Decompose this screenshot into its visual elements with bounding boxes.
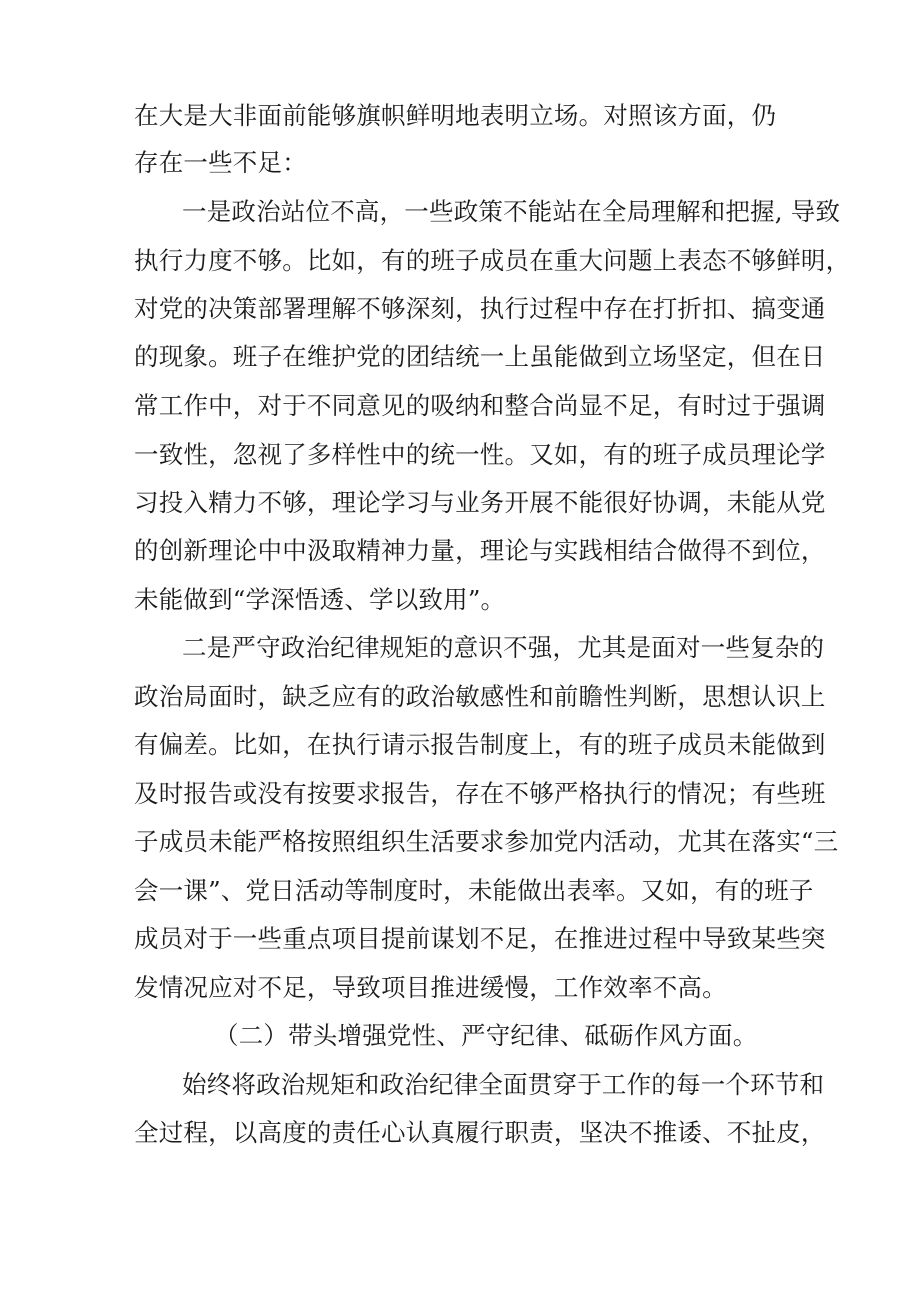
text-line: 全过程，以高度的责任心认真履行职责，坚决不推诿、不扯皮， (134, 1118, 826, 1147)
text-line: 有偏差。比如，在执行请示报告制度上，有的班子成员未能做到 (134, 730, 826, 759)
section-heading: （二）带头增强党性、严守纪律、砥砺作风方面。 (214, 1021, 758, 1050)
text-line: 发情况应对不足，导致项目推进缓慢，工作效率不高。 (134, 973, 727, 1002)
text-line: 在大是大非面前能够旗帜鲜明地表明立场。对照该方面，仍 (134, 101, 777, 130)
text-line: 对党的决策部署理解不够深刻，执行过程中存在打折扣、搞变通 (134, 294, 826, 323)
text-line: 一致性，忽视了多样性中的统一性。又如，有的班子成员理论学 (134, 440, 826, 469)
text-line: 及时报告或没有按要求报告，存在不够严格执行的情况；有些班 (134, 779, 826, 808)
text-line: 子成员未能严格按照组织生活要求参加党内活动，尤其在落实“三 (134, 827, 839, 856)
text-line: 习投入精力不够，理论学习与业务开展不能很好协调，未能从党 (134, 488, 826, 517)
text-line: 会一课”、党日活动等制度时，未能做出表率。又如，有的班子 (134, 876, 814, 905)
text-line: 政治局面时，缺乏应有的政治敏感性和前瞻性判断，思想认识上 (134, 682, 826, 711)
text-line: 成员对于一些重点项目提前谋划不足，在推进过程中导致某些突 (134, 924, 826, 953)
text-line: 执行力度不够。比如，有的班子成员在重大问题上表态不够鲜明， (134, 246, 851, 275)
text-line: 未能做到“学深悟透、学以致用”。 (134, 585, 506, 614)
text-line: 常工作中，对于不同意见的吸纳和整合尚显不足，有时过于强调 (134, 391, 826, 420)
paragraph-first-line: 一是政治站位不高，一些政策不能站在全局理解和把握, 导致 (182, 197, 841, 226)
text-line: 的现象。班子在维护党的团结统一上虽能做到立场坚定，但在日 (134, 342, 826, 371)
text-line: 的创新理论中中汲取精神力量，理论与实践相结合做得不到位， (134, 536, 826, 565)
text-line: 存在一些不足： (134, 148, 307, 177)
paragraph-first-line: 二是严守政治纪律规矩的意识不强，尤其是面对一些复杂的 (182, 633, 825, 662)
paragraph-first-line: 始终将政治规矩和政治纪律全面贯穿于工作的每一个环节和 (182, 1070, 825, 1099)
